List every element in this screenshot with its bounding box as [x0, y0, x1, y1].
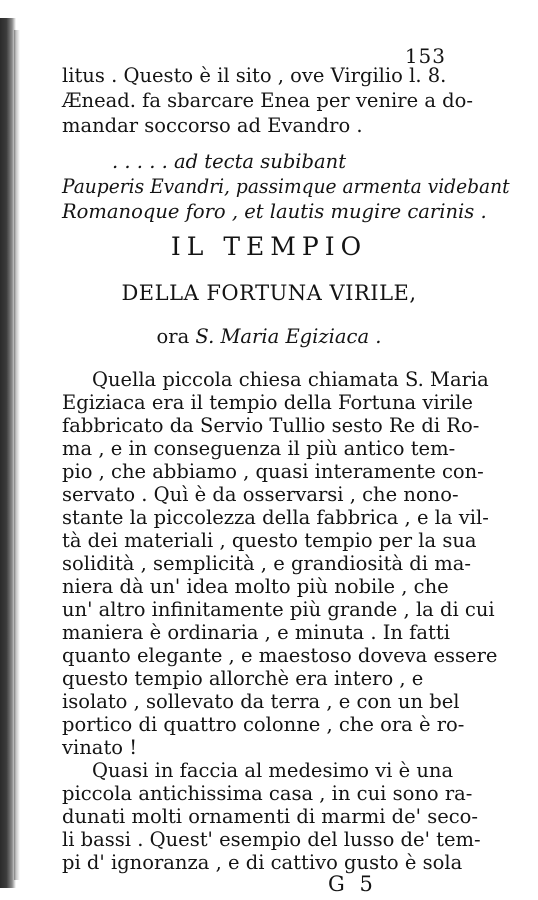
body-line: portico di quattro colonne , che ora è ro-	[62, 713, 465, 736]
gutter-shadow	[14, 30, 20, 880]
body-line: dunati molti ornamenti di marmi de' seco-	[62, 805, 479, 828]
body-line: quanto elegante , e maestoso doveva essere	[62, 644, 498, 667]
page-number: 153	[404, 44, 446, 68]
body-line: isolato , sollevato da terra , e con un bel	[62, 690, 460, 713]
section-note-italic: S. Maria Egiziaca .	[195, 325, 382, 348]
opening-line: mandar soccorso ad Evandro .	[62, 114, 363, 137]
body-line: tà dei materiali , questo tempio per la sua	[62, 529, 477, 552]
body-line: vinato !	[62, 736, 138, 759]
section-note-prefix: ora	[156, 325, 190, 348]
opening-line: Ænead. fa sbarcare Enea per venire a do-	[62, 89, 473, 112]
body-line: pi d' ignoranza , e di cattivo gusto è sola	[62, 851, 463, 874]
body-line: fabbricato da Servio Tullio sesto Re di Ro-	[62, 414, 480, 437]
quotation-line: Pauperis Evandri, passimque armenta videbant	[62, 175, 510, 198]
body-line: Quella piccola chiesa chiamata S. Maria	[92, 368, 489, 391]
opening-line: litus . Questo è il sito , ove Virgilio l. 8.	[62, 64, 447, 87]
body-line: questo tempio allorchè era intero , e	[62, 667, 424, 690]
body-line: Quasi in faccia al medesimo vi è una	[92, 759, 454, 782]
section-subtitle: DELLA FORTUNA VIRILE,	[121, 281, 417, 305]
signature-mark: G 5	[328, 872, 377, 896]
body-line: servato . Quì è da osservarsi , che nono-	[62, 483, 459, 506]
body-line: maniera è ordinaria , e minuta . In fatti	[62, 621, 450, 644]
body-line: pio , che abbiamo , quasi interamente con-	[62, 460, 484, 483]
body-line: piccola antichissima casa , in cui sono ra-	[62, 782, 473, 805]
body-line: ma , e in conseguenza il più antico tem-	[62, 437, 456, 460]
section-note	[0, 325, 538, 348]
body-line: stante la piccolezza della fabbrica , e la vil-	[62, 506, 489, 529]
body-line: niera dà un' idea molto più nobile , che	[62, 575, 449, 598]
body-line: li bassi . Quest' esempio del lusso de' tem-	[62, 828, 481, 851]
body-line: solidità , semplicità , e grandiosità di ma-	[62, 552, 471, 575]
body-line: un' altro infinitamente più grande , la di cui	[62, 598, 495, 621]
body-line: Egiziaca era il tempio della Fortuna virile	[62, 391, 473, 414]
section-title: IL TEMPIO	[170, 232, 368, 261]
quotation-line: Romanoque foro , et lautis mugire carinis .	[62, 200, 487, 223]
quotation-line: . . . . . ad tecta subibant	[112, 150, 347, 173]
